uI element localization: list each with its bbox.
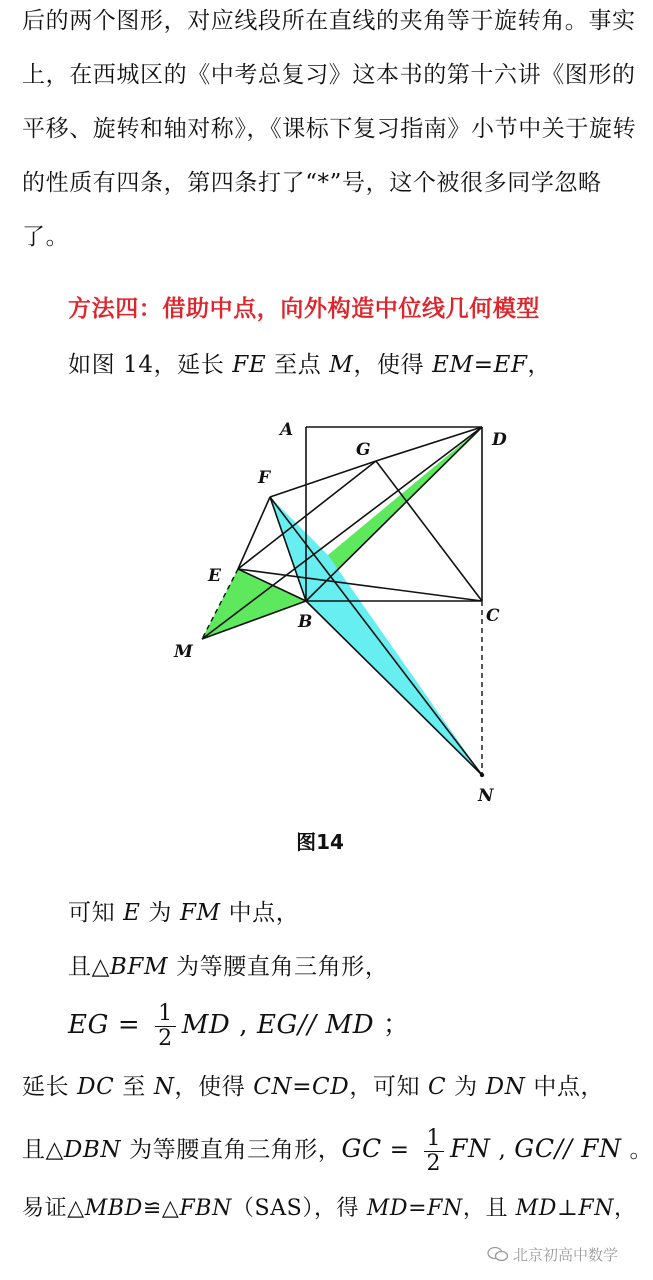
paragraph-line: 且△DBN 为等腰直角三角形，GC = $\frac{1}{2}$ FN , GC// FN 。: [22, 1125, 653, 1176]
method-heading: 方法四：借助中点，向外构造中位线几何模型: [68, 295, 540, 322]
paragraph-line: 如图 14，延长 FE 至点 M，使得 EM=EF，: [68, 352, 552, 378]
paragraph-line: 且△BFM 为等腰直角三角形，: [68, 954, 389, 980]
paragraph-line: 了。: [22, 224, 70, 250]
paragraph-line: 可知 E 为 FM 中点，: [68, 900, 300, 926]
math-line: EG = $\frac{1}{2}$ MD , EG// MD ；: [68, 1000, 410, 1051]
figure-caption: 图14: [296, 830, 344, 854]
paragraph-line: 的性质有四条，第四条打了“*”号，这个被很多同学忽略: [22, 170, 602, 196]
paragraph-line: 后的两个图形，对应线段所在直线的夹角等于旋转角。事实: [22, 8, 636, 34]
fraction: $\frac{1}{2}$: [155, 1002, 176, 1051]
point-n: [480, 773, 484, 777]
label-g: G: [356, 440, 371, 460]
label-n: N: [478, 786, 494, 806]
label-m: M: [174, 642, 193, 662]
label-b: B: [298, 612, 313, 632]
paragraph-line: 上，在西城区的《中考总复习》这本书的第十六讲《图形的: [22, 62, 636, 88]
paragraph-line: 易证△MBD≌△FBN（SAS），得 MD=FN，且 MD⊥FN，: [22, 1196, 637, 1221]
watermark: 北京初高中数学: [487, 1244, 618, 1265]
paragraph-line: 延长 DC 至 N，使得 CN=CD，可知 C 为 DN 中点，: [22, 1074, 605, 1100]
geometry-figure: [160, 405, 520, 805]
label-f: F: [258, 468, 271, 488]
label-c: C: [486, 606, 500, 626]
label-d: D: [492, 430, 507, 450]
label-e: E: [208, 566, 221, 586]
wechat-icon: [487, 1246, 509, 1262]
paragraph-line: 平移、旋转和轴对称》，《课标下复习指南》小节中关于旋转: [22, 116, 637, 142]
fraction: $\frac{1}{2}$: [424, 1127, 445, 1176]
label-a: A: [280, 420, 294, 440]
